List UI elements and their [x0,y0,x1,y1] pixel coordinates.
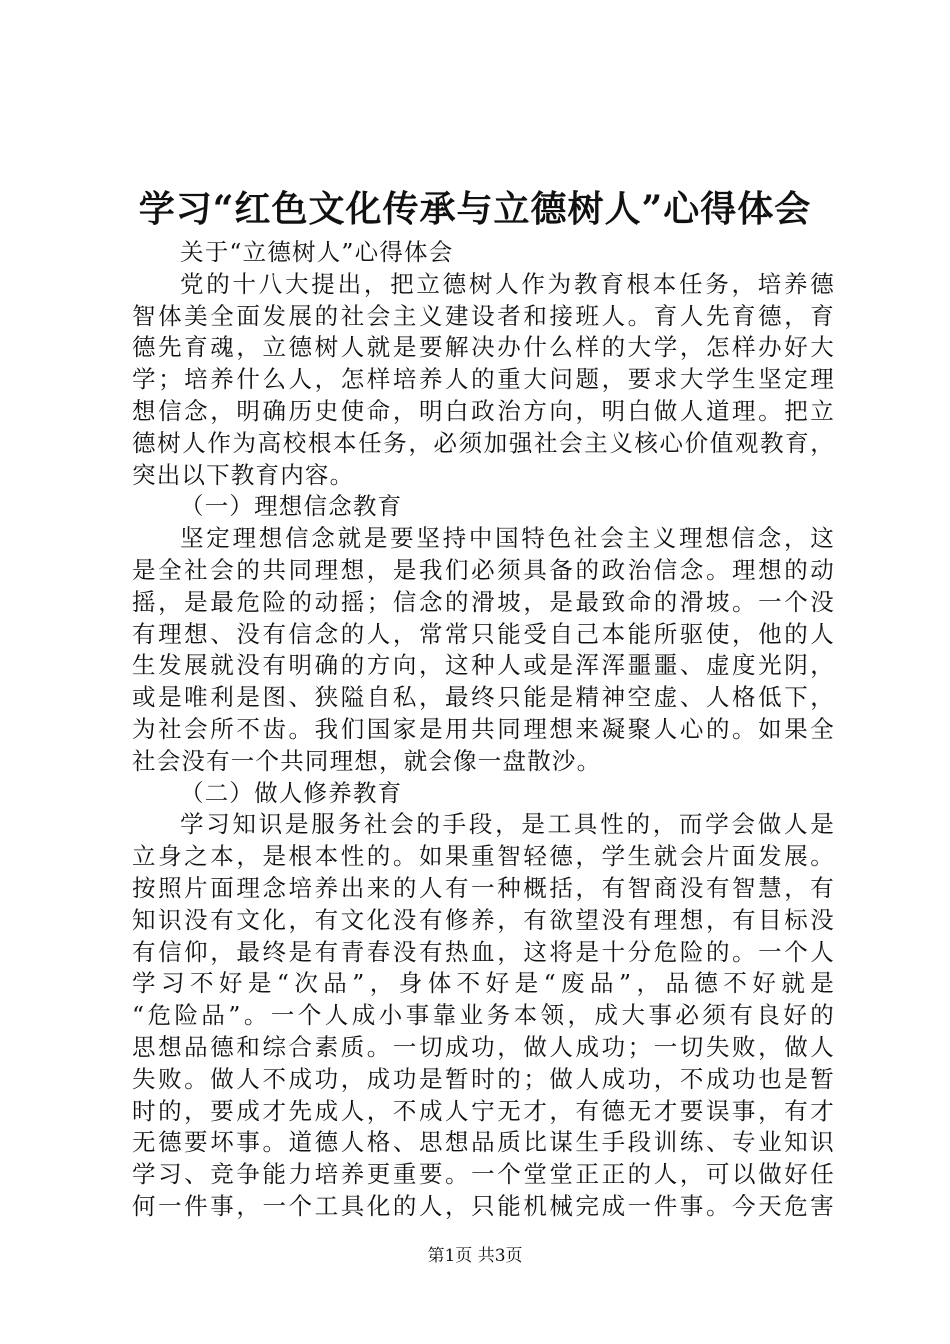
text-line: 知识没有文化，有文化没有修养，有欲望没有理想，有目标没 [132,905,835,934]
text-line: 有信仰，最终是有青春没有热血，这将是十分危险的。一个人 [132,937,835,966]
text-line: 失败。做人不成功，成功是暂时的；做人成功，不成功也是暂 [132,1064,835,1093]
text-line: 想信念，明确历史使命，明白政治方向，明白做人道理。把立 [132,396,835,425]
text-line: 按照片面理念培养出来的人有一种概括，有智商没有智慧，有 [132,873,835,902]
text-line: 为社会所不齿。我们国家是用共同理想来凝聚人心的。如果全 [132,714,835,743]
text-line: 思想品德和综合素质。一切成功，做人成功；一切失败，做人 [132,1032,835,1061]
text-line: （一）理想信念教育 [180,492,403,521]
text-line: 德先育魂，立德树人就是要解决办什么样的大学，怎样办好大 [132,333,835,362]
text-line: 学；培养什么人，怎样培养人的重大问题，要求大学生坚定理 [132,365,835,394]
text-line: 摇，是最危险的动摇；信念的滑坡，是最致命的滑坡。一个没 [132,587,835,616]
text-line: 德树人作为高校根本任务，必须加强社会主义核心价值观教育， [132,428,835,457]
text-line: 智体美全面发展的社会主义建设者和接班人。育人先育德，育 [132,301,835,330]
document-title: 学习“红色文化传承与立德树人”心得体会 [138,188,812,230]
text-line: 生发展就没有明确的方向，这种人或是浑浑噩噩、虚度光阴， [132,651,835,680]
text-line: 何一件事，一个工具化的人，只能机械完成一件事。今天危害 [132,1191,835,1220]
text-line: 学习知识是服务社会的手段，是工具性的，而学会做人是 [180,810,835,839]
text-line: 时的，要成才先成人，不成人宁无才，有德无才要误事，有才 [132,1096,835,1125]
text-line: 无德要坏事。道德人格、思想品质比谋生手段训练、专业知识 [132,1128,835,1157]
text-line: 突出以下教育内容。 [132,460,355,489]
text-line: 是全社会的共同理想，是我们必须具备的政治信念。理想的动 [132,555,835,584]
text-line: 社会没有一个共同理想，就会像一盘散沙。 [132,746,602,775]
text-line: 党的十八大提出，把立德树人作为教育根本任务，培养德 [180,269,835,298]
text-line: “危险品”。一个人成小事靠业务本领，成大事必须有良好的 [132,1001,835,1030]
text-line: 立身之本，是根本性的。如果重智轻德，学生就会片面发展。 [132,842,835,871]
text-line: （二）做人修养教育 [180,778,403,807]
text-line: 或是唯利是图、狭隘自私，最终只能是精神空虚、人格低下， [132,683,835,712]
page-footer: 第1页 共3页 [427,1246,523,1266]
text-line: 关于“立德树人”心得体会 [180,238,454,266]
text-line: 有理想、没有信念的人，常常只能受自己本能所驱使，他的人 [132,619,835,648]
text-line: 学习不好是“次品”，身体不好是“废品”，品德不好就是 [132,969,835,998]
text-line: 坚定理想信念就是要坚持中国特色社会主义理想信念，这 [180,524,835,553]
document-body [132,237,835,1223]
text-line: 学习、竞争能力培养更重要。一个堂堂正正的人，可以做好任 [132,1160,835,1189]
